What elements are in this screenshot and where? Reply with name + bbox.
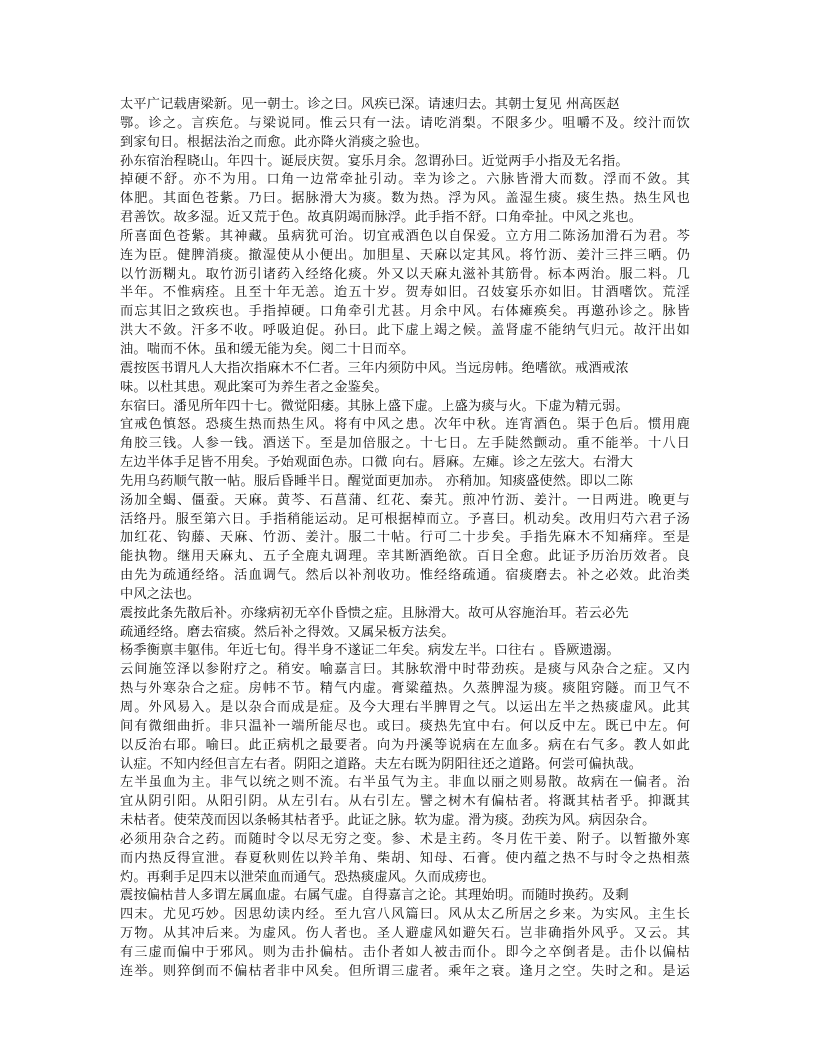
text-line: 而内热反得宣泄。春夏秋则佐以羚羊角、柴胡、知母、石膏。使内蕴之热不与时令之热相蒸 [120,850,690,866]
text-line: 鄂。诊之。言疾危。与梁说同。惟云只有一法。请吃消梨。不限多少。咀嚼不及。绞汁而饮 [120,115,690,131]
text-line: 以竹沥糊丸。取竹沥引诸药入经络化痰。外又以天麻丸滋补其筋骨。标本两治。服二料。几 [120,266,690,282]
text-line: 连举。则猝倒而不偏枯者非中风矣。但所谓三虚者。乘年之衰。逢月之空。失时之和。是运 [120,963,690,979]
text-line: 左半虽血为主。非气以统之则不流。右半虽气为主。非血以丽之则易散。故病在一偏者。治 [120,775,690,791]
text-line: 未枯者。使荣茂而因以条畅其枯者乎。此证之脉。软为虚。滑为痰。劲疾为风。病因杂合。 [120,813,656,829]
text-line: 油。喘而不休。虽和缓无能为矣。阅二十日而卒。 [120,341,415,357]
text-line: 左边半体手足皆不用矣。予始观面色赤。口微 向右。唇麻。左瘫。诊之左弦大。右滑大 [120,455,634,471]
text-line: 有三虚而偏中于邪风。则为击扑偏枯。击仆者如人被击而仆。即今之卒倒者是。击仆以偏枯 [120,944,690,960]
text-line: 连为臣。健脾消痰。撤湿使从小便出。加胆星、天麻以定其风。将竹沥、姜汁三拌三晒。仍 [120,247,690,263]
text-line: 中风之法也。 [120,586,201,602]
text-line: 先用乌药顺气散一帖。服后昏睡半日。醒觉面更加赤。 亦稍加。知痰盛使然。即以二陈 [120,473,634,489]
text-line: 万物。从其冲后来。为虚风。伤人者也。圣人避虚风如避矢石。岂非确指外风乎。又云。其 [120,926,690,942]
text-line: 四末。尤见巧妙。因思幼读内经。至九宫八风篇曰。风从太乙所居之乡来。为实风。主生长 [120,907,690,923]
text-line: 杨季衡禀丰躯伟。年近七旬。得半身不遂证二年矣。病发左半。口往右 。昏厥遗溺。 [120,643,620,659]
text-line: 洪大不敛。汗多不收。呼吸迫促。孙曰。此下虚上竭之候。盖肾虚不能纳气归元。故汗出如 [120,323,690,339]
text-line: 能执物。继用天麻丸、五子全鹿丸调理。幸其断酒绝欲。百日全愈。此证予历治历效者。良 [120,549,690,565]
text-line: 东宿曰。潘见所年四十七。微觉阳痿。其脉上盛下虚。上盛为痰与火。下虚为精元弱。 [120,398,629,414]
text-line: 加红花、钩藤、天麻、竹沥、姜汁。服二十帖。行可二十步矣。手指先麻木不知痛痒。至是 [120,530,690,546]
text-line: 以反治右耶。喻曰。此正病机之最要者。向为丹溪等说病在左血多。病在右气多。教人如此 [120,737,690,753]
text-line: 所喜面色苍紫。其神藏。虽病犹可治。切宜戒酒色以自保爱。立方用二陈汤加滑石为君。芩 [120,228,690,244]
text-line: 到家旬日。根据法治之而愈。此亦降火消痰之验也。 [120,134,428,150]
text-line: 疏通经络。磨去宿痰。然后补之得效。又属呆板方法矣。 [120,624,455,640]
text-line: 宜戒色慎怒。恐痰生热而热生风。将有中风之患。次年中秋。连宵酒色。渠于色后。惯用鹿 [120,417,690,433]
text-line: 必须用杂合之药。而随时令以尽无穷之变。参、术是主药。冬月佐干姜、附子。以暂撤外寒 [120,831,690,847]
text-line: 活络丹。服至第六日。手指稍能运动。足可根据棹而立。予喜曰。机动矣。改用归芍六君子汤 [120,511,690,527]
text-line: 掉硬不舒。亦不为用。口角一边常牵扯引动。幸为诊之。六脉皆滑大而数。浮而不敛。其 [120,172,690,188]
text-line: 云间施笠泽以参附疗之。稍安。喻嘉言曰。其脉软滑中时带劲疾。是痰与风杂合之症。又内 [120,662,690,678]
text-line: 间有微细曲折。非只温补一端所能尽也。或曰。痰热先宜中右。何以反中左。既已中左。何 [120,718,690,734]
document-page [120,96,690,982]
text-line: 孙东宿治程晓山。年四十。诞辰庆贺。宴乐月余。忽谓孙曰。近觉两手小指及无名指。 [120,153,629,169]
text-line: 热与外寒杂合之症。房帏不节。精气内虚。膏粱蕴热。久蒸脾湿为痰。痰阻窍隧。而卫气不 [120,681,690,697]
text-line: 体肥。其面色苍紫。乃曰。据脉滑大为痰。数为热。浮为风。盖湿生痰。痰生热。热生风也 [120,191,690,207]
text-line: 角胶三钱。人参一钱。酒送下。至是加倍服之。十七日。左手陡然颤动。重不能举。十八日 [120,436,690,452]
text-line: 灼。再剩手足四末以泄荣血而通气。恐热痰虚风。久而成痨也。 [120,869,495,885]
text-line: 宜从阴引阳。从阳引阴。从左引右。从右引左。譬之树木有偏枯者。将溉其枯者乎。抑溉其 [120,794,690,810]
text-line: 味。以杜其患。观此案可为养生者之金鉴矣。 [120,379,388,395]
text-line: 汤加全蝎、僵蚕。天麻。黄芩、石菖蒲、红花、秦艽。煎冲竹沥、姜汁。一日两进。晚更与 [120,492,690,508]
text-line: 半年。不惟病痊。且至十年无恙。迨五十岁。贺寿如旧。召妓宴乐亦如旧。甘酒嗜饮。荒淫 [120,285,690,301]
text-line: 震按医书谓凡人大指次指麻木不仁者。三年内须防中风。当远房帏。绝嗜欲。戒酒戒浓 [120,360,629,376]
text-line: 认症。不知内经但言左右者。阴阳之道路。夫左右既为阴阳往还之道路。何尝可偏执哉。 [120,756,643,772]
text-line: 由先为疏通经络。活血调气。然后以补剂收功。惟经络疏通。宿痰磨去。补之必效。此治类 [120,568,690,584]
text-line: 震按偏枯昔人多谓左属血虚。右属气虚。自得嘉言之论。其理始明。而随时换药。及剩 [120,888,629,904]
text-line: 而忘其旧之致疾也。手指掉硬。口角牵引尤甚。月余中风。右体瘫痪矣。再邀孙诊之。脉皆 [120,304,690,320]
text-line: 震按此条先散后补。亦缘病初无卒仆昏愦之症。且脉滑大。故可从容施治耳。若云必先 [120,605,629,621]
text-line: 太平广记载唐梁新。见一朝士。诊之曰。风疾已深。请速归去。其朝士复见 州高医赵 [120,97,620,112]
text-line: 君善饮。故多湿。近又荒于色。故真阴竭而脉浮。此手指不舒。口角牵扯。中风之兆也。 [120,210,643,226]
text-line: 周。外风易入。是以杂合而成是症。及今大理右半脾胃之气。以运出左半之热痰虚风。此其 [120,700,690,715]
